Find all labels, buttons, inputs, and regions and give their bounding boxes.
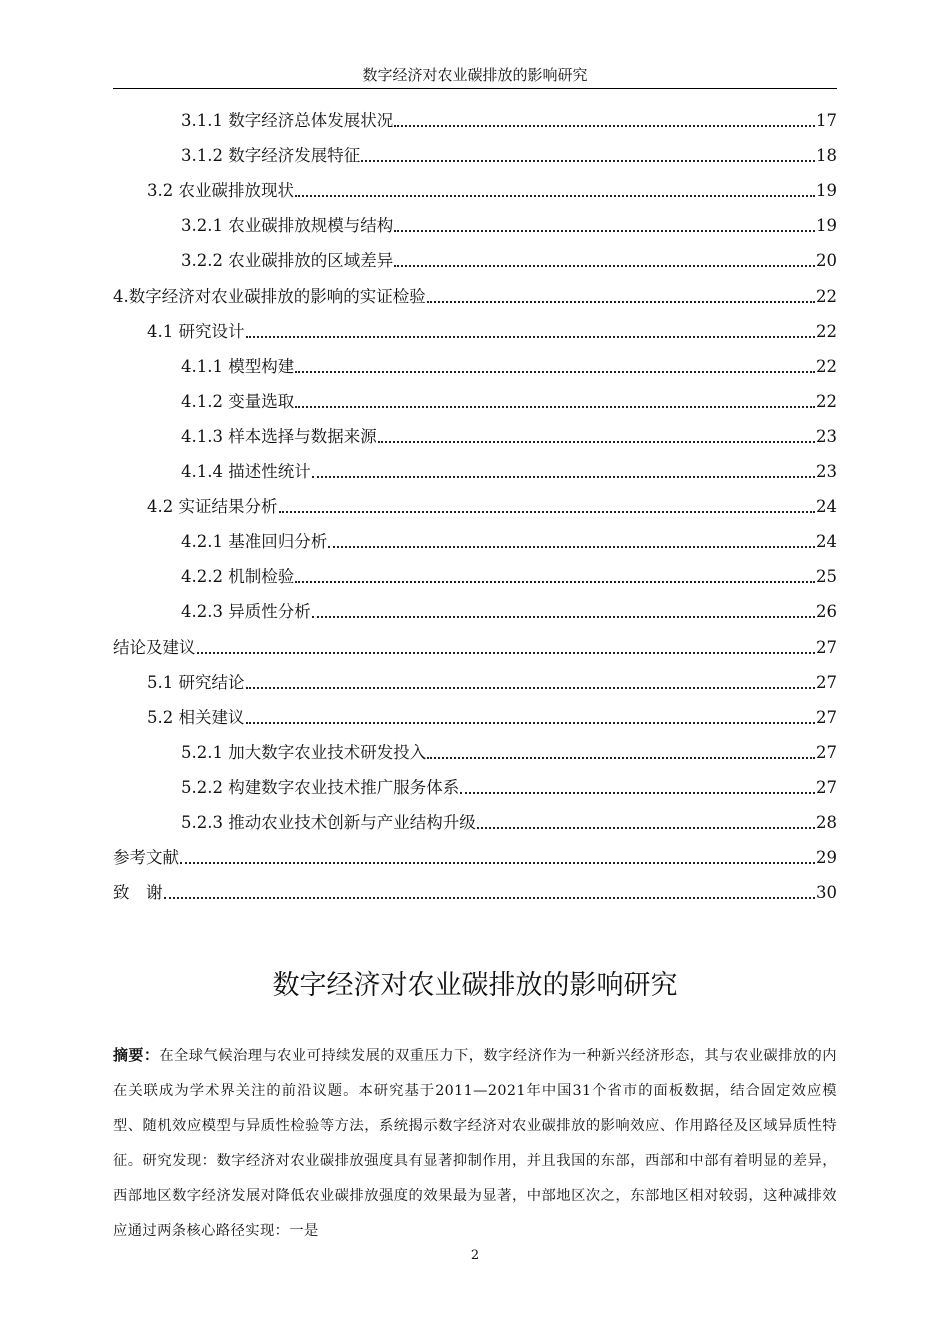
toc-entry-page: 29: [816, 848, 837, 868]
toc-entry[interactable]: [181, 773, 837, 799]
toc-dot-leader: [328, 546, 815, 548]
toc-dot-leader: [477, 827, 815, 829]
toc-entry-title: 5.2.3 推动农业技术创新与产业结构升级: [181, 813, 476, 832]
toc-entry[interactable]: [147, 668, 837, 694]
toc-entry-title: 4.2 实证结果分析: [147, 497, 278, 517]
toc-entry-page: 25: [816, 567, 837, 587]
toc-dot-leader: [378, 441, 815, 443]
document-title: 数字经济对农业碳排放的影响研究: [272, 970, 678, 1001]
toc-entry[interactable]: [181, 106, 837, 132]
toc-dot-leader: [295, 195, 815, 197]
toc-entry-title: 4.1 研究设计: [147, 321, 245, 341]
abstract-text: 在全球气候治理与农业可持续发展的双重压力下，数字经济作为一种新兴经济形态，其与农业碳排放的内在关联成为学术界关注的前沿议题。本研究基于2011—2021年中国31个省市的面板数据，结合固定效应模型、随机效应模型与异质性检验等方法，系统揭示数字经济对农业碳排放的影响效应、作用路径及区域异质性特征。研究发现：数字经济对农业碳排放强度具有显著抑制作用，并且我国的东部，西部和中部有着明显的差异，西部地区数字经济发展对降低农业碳排放强度的效果最为显著，中部地区次之，东部地区相对较弱，这种减排效应通过两条核心路径实现：一是: [113, 1048, 837, 1239]
toc-entry-page: 24: [816, 532, 837, 552]
toc-entry-title: 5.2 相关建议: [147, 707, 245, 727]
toc-entry-title: 3.2.2 农业碳排放的区域差异: [181, 251, 394, 271]
abstract-label: 摘要：: [113, 1046, 160, 1064]
toc-entry[interactable]: [181, 562, 837, 588]
toc-entry[interactable]: [181, 352, 837, 378]
toc-entry-title: 4.1.3 样本选择与数据来源: [181, 426, 377, 446]
toc-entry-title: 4.2.1 基准回归分析: [181, 532, 328, 552]
toc-dot-leader: [279, 511, 816, 513]
toc-entry[interactable]: [181, 141, 837, 167]
toc-dot-leader: [427, 301, 815, 303]
toc-entry-title: 致 谢: [113, 883, 163, 903]
toc-dot-leader: [295, 581, 815, 583]
toc-entry[interactable]: [181, 808, 837, 834]
toc-entry[interactable]: [181, 597, 837, 623]
toc-entry-title: 5.2.2 构建数字农业技术推广服务体系: [181, 777, 460, 797]
toc-entry-title: 4.1.1 模型构建: [181, 356, 295, 376]
toc-entry-page: 22: [816, 391, 837, 411]
toc-entry-title: 4.2.2 机制检验: [181, 567, 295, 587]
toc-dot-leader: [180, 862, 815, 864]
toc-entry[interactable]: [147, 492, 837, 518]
toc-dot-leader: [246, 336, 816, 338]
toc-entry-title: 3.2 农业碳排放现状: [147, 181, 294, 201]
toc-entry[interactable]: [147, 317, 837, 343]
toc-entry-title: 4.数字经济对农业碳排放的影响的实证检验: [113, 286, 426, 306]
toc-entry[interactable]: [181, 457, 837, 483]
toc-dot-leader: [246, 687, 816, 689]
toc-entry-title: 结论及建议: [113, 637, 196, 657]
toc-entry[interactable]: [113, 282, 837, 308]
toc-dot-leader: [361, 160, 815, 162]
toc-entry[interactable]: [113, 878, 837, 904]
toc-dot-leader: [394, 230, 815, 232]
toc-dot-leader: [312, 476, 815, 478]
toc-entry-page: 19: [816, 181, 837, 201]
toc-entry-page: 26: [816, 602, 837, 622]
toc-entry-page: 27: [816, 707, 837, 727]
toc-entry-title: 4.1.2 变量选取: [181, 391, 295, 411]
toc-entry-title: 3.1.2 数字经济发展特征: [181, 146, 361, 166]
toc-entry[interactable]: [147, 176, 837, 202]
toc-entry[interactable]: [181, 422, 837, 448]
toc-entry[interactable]: [181, 387, 837, 413]
toc-entry[interactable]: [113, 633, 837, 659]
toc-entry-page: 27: [816, 637, 837, 657]
page-number: 2: [470, 1248, 480, 1263]
toc-entry-page: 27: [816, 672, 837, 692]
toc-dot-leader: [460, 792, 815, 794]
toc-entry-title: 参考文献: [113, 848, 179, 868]
abstract: [113, 1038, 837, 1249]
toc-entry-page: 18: [816, 146, 837, 166]
toc-dot-leader: [427, 757, 815, 759]
toc-entry-page: 27: [816, 742, 837, 762]
toc-entry[interactable]: [181, 738, 837, 764]
toc-dot-leader: [197, 652, 816, 654]
toc-dot-leader: [394, 125, 815, 127]
toc-entry-title: 4.2.3 异质性分析: [181, 602, 311, 622]
toc-entry-page: 27: [816, 777, 837, 797]
toc-entry-title: 3.2.1 农业碳排放规模与结构: [181, 216, 394, 236]
toc-entry-page: 23: [816, 462, 837, 481]
toc-entry-page: 23: [816, 426, 837, 446]
toc-dot-leader: [295, 371, 815, 373]
toc-entry[interactable]: [181, 527, 837, 553]
toc-dot-leader: [164, 897, 816, 899]
toc-entry-title: 3.1.1 数字经济总体发展状况: [181, 111, 394, 130]
toc-entry-title: 4.1.4 描述性统计: [181, 462, 311, 481]
toc-dot-leader: [295, 406, 815, 408]
toc-entry-page: 30: [816, 883, 837, 903]
toc-dot-leader: [312, 616, 815, 618]
toc-entry-title: 5.2.1 加大数字农业技术研发投入: [181, 742, 427, 762]
toc-entry-title: 5.1 研究结论: [147, 672, 245, 692]
toc-dot-leader: [394, 265, 815, 267]
toc-entry[interactable]: [181, 211, 837, 237]
toc-entry-page: 22: [816, 356, 837, 376]
toc-entry-page: 22: [816, 286, 837, 306]
header-rule: [113, 88, 837, 89]
toc-entry-page: 22: [816, 321, 837, 341]
toc-dot-leader: [246, 722, 816, 724]
toc-entry-page: 19: [816, 216, 837, 236]
toc-entry[interactable]: [113, 843, 837, 869]
running-header: 数字经济对农业碳排放的影响研究: [362, 66, 588, 84]
toc-entry[interactable]: [147, 703, 837, 729]
toc-entry[interactable]: [181, 246, 837, 272]
toc-entry-page: 24: [816, 497, 837, 517]
toc-entry-page: 17: [816, 111, 837, 130]
toc-entry-page: 20: [816, 251, 837, 271]
toc-entry-page: 28: [816, 813, 837, 832]
